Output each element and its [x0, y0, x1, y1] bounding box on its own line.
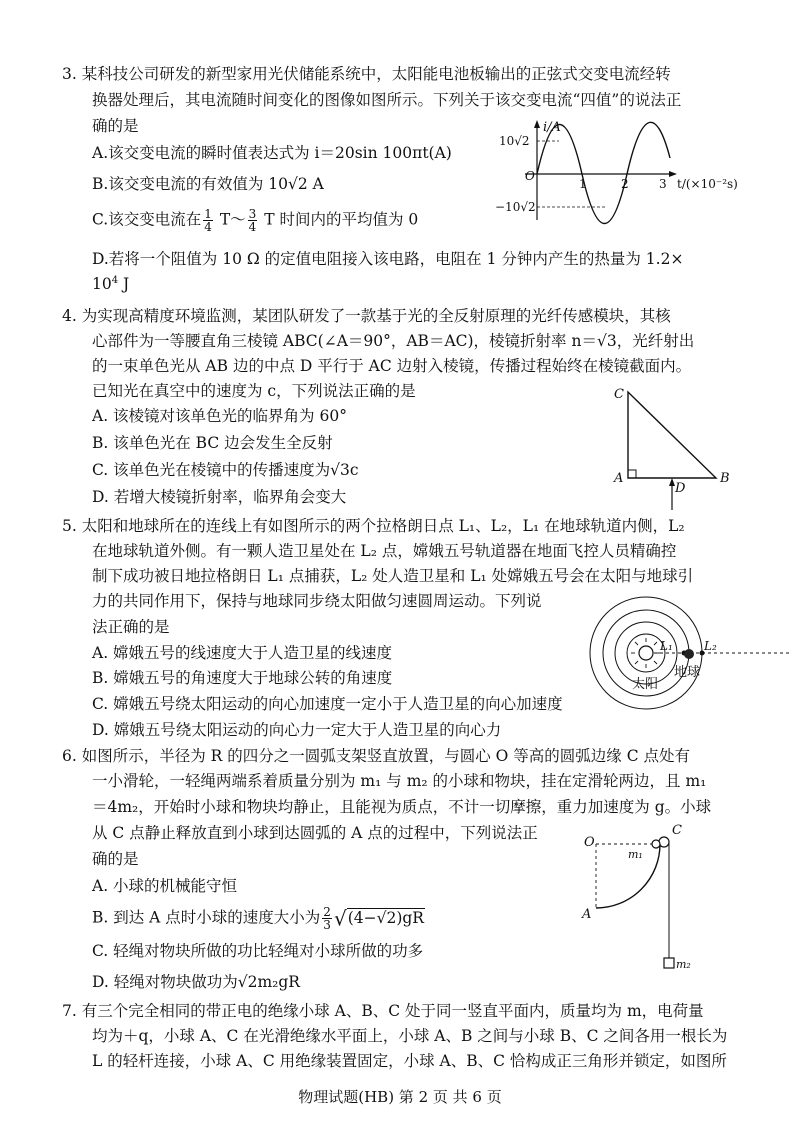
- q3-option-a: A.该交变电流的瞬时值表达式为 i＝20sin 100πt(A): [92, 144, 452, 162]
- q3-stem-line2: 换器处理后，其电流随时间变化的图像如图所示。下列关于该交变电流“四值”的说法正: [92, 91, 682, 109]
- q6-option-b: B. 到达 A 点时小球的速度大小为 $\frac{2}{3}$ √(4−√2)gR: [92, 905, 424, 932]
- graph-y-bottom: −10√2: [495, 200, 536, 214]
- earth-label: 地球: [674, 665, 701, 680]
- q4-stem-line4: 已知光在真空中的速度为 c，下列说法正确的是: [92, 382, 416, 400]
- q5-option-b: B. 嫦娥五号的角速度大于地球公转的角速度: [92, 669, 393, 687]
- q6-stem-line1: 6. 如图所示，半径为 R 的四分之一圆弧支架竖直放置，与圆心 O 等高的圆弧边缘 C 点处有: [62, 747, 691, 765]
- prism-label-b: B: [720, 471, 730, 486]
- page-footer: 物理试题(HB) 第 2 页 共 6 页: [298, 1088, 502, 1106]
- q7-stem-line3: L 的轻杆连接，小球 A、C 用绝缘装置固定，小球 A、B、C 恰构成正三角形并锁定，如图所: [92, 1052, 727, 1070]
- graph-x-label: t/(×10⁻²s): [677, 177, 738, 191]
- q7-stem-line2: 均为＋q，小球 A、C 在光滑绝缘水平面上，小球 A、B 之间与小球 B、C 之间各用一根长为: [92, 1027, 728, 1045]
- l2-label: L₂: [704, 639, 717, 653]
- q5-stem-line4: 力的共同作用下，保持与地球同步绕太阳做匀速圆周运动。下列说: [92, 592, 542, 610]
- q5-option-c: C. 嫦娥五号绕太阳运动的向心加速度一定小于人造卫星的向心加速度: [92, 695, 563, 713]
- arc-pulley-figure: [578, 820, 718, 980]
- q4-option-c: C. 该单色光在棱镜中的传播速度为√3c: [92, 461, 359, 479]
- graph-x-tick-1: 1: [579, 177, 587, 191]
- q6-stem-line5: 确的是: [92, 850, 139, 868]
- q3-option-d-line2: $10^4$ J: [92, 274, 130, 293]
- q5-option-d: D. 嫦娥五号绕太阳运动的向心力一定大于人造卫星的向心力: [92, 721, 502, 739]
- l1-label: L₁: [660, 639, 673, 653]
- prism-label-a: A: [614, 471, 624, 486]
- block-m2: [664, 958, 674, 968]
- ball-m1: [652, 840, 660, 848]
- q6-stem-line2: 一小滑轮，一轻绳两端系着质量分别为 m₁ 与 m₂ 的小球和物块，挂在定滑轮两边，且 m₁: [92, 772, 707, 790]
- fig-label-a: A: [582, 907, 592, 922]
- prism-label-d: D: [675, 481, 686, 496]
- pulley-icon: [659, 837, 669, 847]
- q5-stem-line5: 法正确的是: [92, 618, 170, 636]
- q7-stem-line1: 7. 有三个完全相同的带正电的绝缘小球 A、B、C 处于同一竖直平面内，质量均为 m，电荷量: [62, 1002, 704, 1020]
- current-time-graph: [495, 118, 795, 228]
- fraction-2-3: $\frac{2}{3}$: [323, 905, 331, 932]
- q4-stem-line3: 的一束单色光从 AB 边的中点 D 平行于 AC 边射入棱镜，传播过程始终在棱镜截面内。: [92, 357, 692, 375]
- fig-label-m2: m₂: [676, 958, 691, 971]
- radical-sign: √: [333, 906, 347, 931]
- fig-label-o: O: [584, 835, 595, 850]
- q4-stem-line2: 心部件为一等腰直角三棱镜 ABC(∠A＝90°，AB＝AC)，棱镜折射率 n＝√3，光纤射出: [92, 332, 695, 350]
- q6-option-d: D. 轻绳对物块做功为√2m₂gR: [92, 973, 300, 991]
- q4-option-a: A. 该棱镜对该单色光的临界角为 60°: [92, 407, 347, 425]
- graph-y-top: 10√2: [499, 134, 530, 148]
- q3-option-d-line1: D.若将一个阻值为 10 Ω 的定值电阻接入该电路，电阻在 1 分钟内产生的热量为 1.2×: [92, 250, 684, 268]
- graph-y-label: i/A: [543, 120, 561, 135]
- prism-figure: [610, 384, 740, 514]
- q5-option-a: A. 嫦娥五号的线速度大于人造卫星的线速度: [92, 644, 393, 662]
- q3-option-b: B.该交变电流的有效值为 10√2 A: [92, 175, 324, 193]
- sun-label: 太阳: [632, 677, 659, 692]
- fraction-3-4: $\frac{3}{4}$: [248, 207, 257, 234]
- q6-stem-line4: 从 C 点静止释放直到小球到达圆弧的 A 点的过程中，下列说法正: [92, 824, 538, 842]
- q4-option-b: B. 该单色光在 BC 边会发生全反射: [92, 434, 333, 452]
- q6-stem-line3: ＝4m₂，开始时小球和物块均静止，且能视为质点，不计一切摩擦，重力加速度为 g。小球: [92, 798, 712, 816]
- q3-stem-line1: 3. 某科技公司研发的新型家用光伏储能系统中，太阳能电池板输出的正弦式交变电流经转: [62, 65, 671, 83]
- prism-label-c: C: [614, 387, 624, 402]
- fraction-1-4: $\frac{1}{4}$: [204, 207, 212, 234]
- q5-stem-line1: 5. 太阳和地球所在的连线上有如图所示的两个拉格朗日点 L₁、L₂，L₁ 在地球轨道内侧，L₂: [62, 517, 685, 535]
- graph-origin: O: [525, 169, 535, 183]
- q6-option-a: A. 小球的机械能守恒: [92, 877, 238, 895]
- fig-label-m1: m₁: [628, 848, 643, 861]
- q6-option-c: C. 轻绳对物块所做的功比轻绳对小球所做的功多: [92, 942, 424, 960]
- q4-option-d: D. 若增大棱镜折射率，临界角会变大: [92, 488, 347, 506]
- fig-label-c: C: [672, 823, 682, 838]
- q5-stem-line3: 制下成功被日地拉格朗日 L₁ 点捕获，L₂ 处人造卫星和 L₁ 处嫦娥五号会在太阳与地球引: [92, 567, 694, 585]
- graph-x-tick-2: 2: [621, 177, 629, 191]
- q3-option-c: C.该交变电流在 $\frac{1}{4}$ T～ $\frac{3}{4}$ T 时间内的平均值为 0: [92, 207, 419, 234]
- earth-icon: [684, 649, 694, 659]
- q5-stem-line2: 在地球轨道外侧。有一颗人造卫星处在 L₂ 点，嫦娥五号轨道器在地面飞控人员精确控: [92, 542, 677, 560]
- orbit-figure: [574, 590, 796, 720]
- graph-x-tick-3: 3: [659, 177, 667, 191]
- q3-stem-line3: 确的是: [92, 117, 139, 135]
- q4-stem-line1: 4. 为实现高精度环境监测，某团队研发了一款基于光的全反射原理的光纤传感模块，其核: [62, 307, 671, 325]
